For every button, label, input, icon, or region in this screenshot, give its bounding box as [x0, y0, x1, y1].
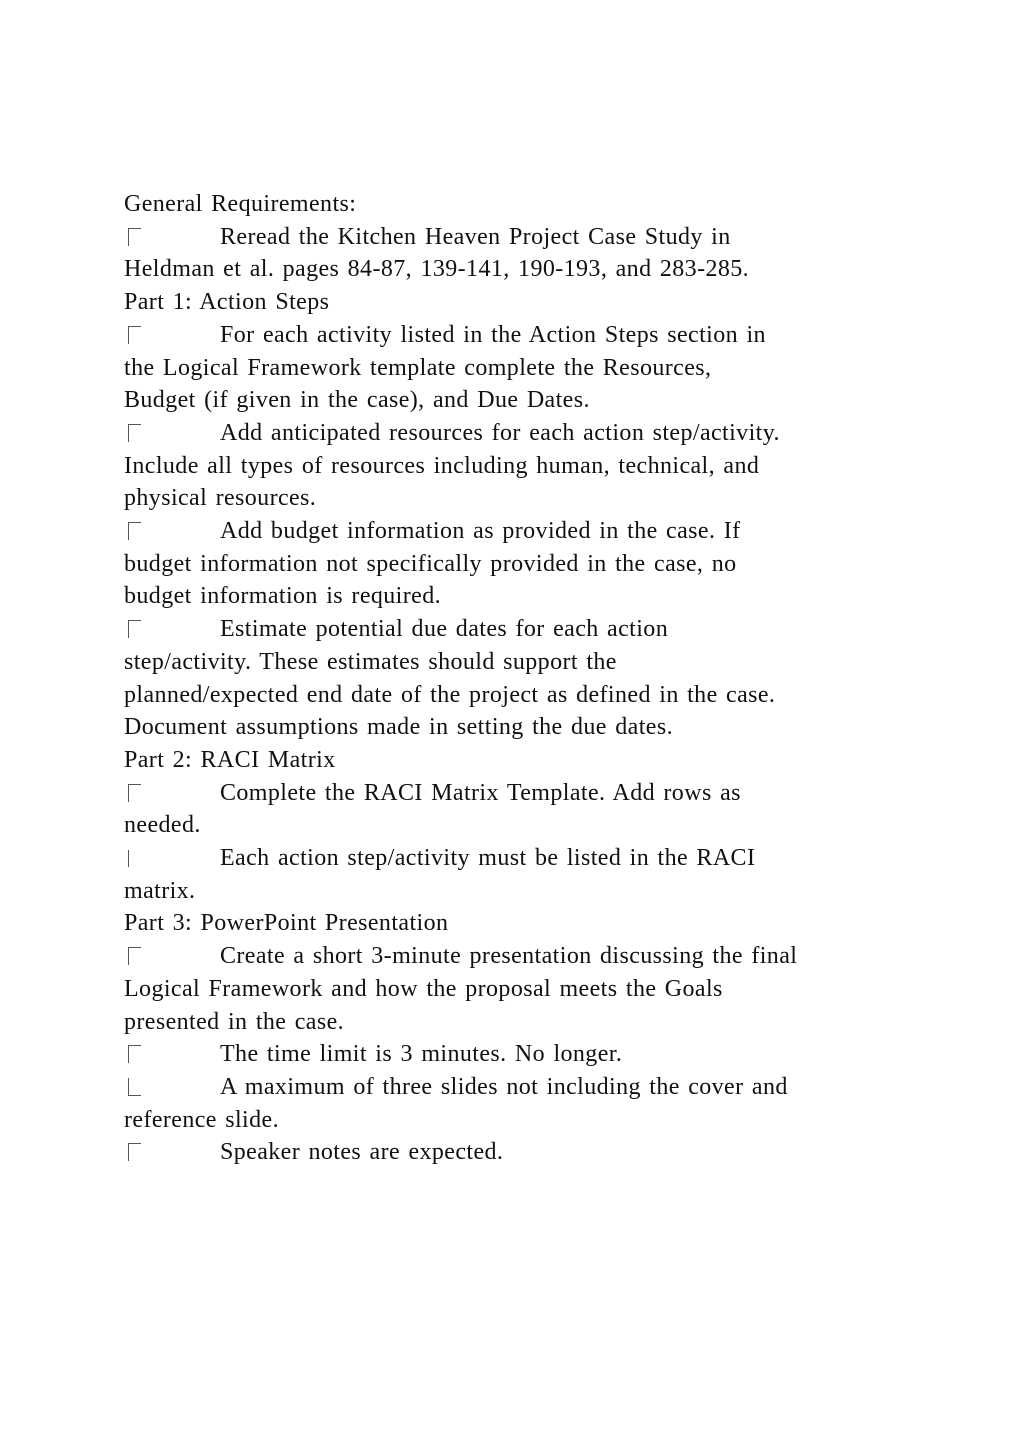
- list-item-continuation: the Logical Framework template complete the Resources,: [124, 354, 712, 381]
- checkbox-bullet-icon: [124, 1038, 220, 1071]
- checkbox-bullet-icon: [124, 221, 220, 254]
- heading-part-2: Part 2: RACI Matrix: [124, 746, 336, 773]
- list-item-continuation: matrix.: [124, 877, 196, 904]
- list-item: [124, 221, 914, 254]
- list-item-continuation: step/activity. These estimates should support the: [124, 648, 617, 675]
- heading-part-1: Part 1: Action Steps: [124, 289, 330, 316]
- list-item-text: Each action step/activity must be listed in the RACI: [220, 845, 756, 872]
- heading-general-requirements: General Requirements:: [124, 191, 357, 217]
- list-item-text: The time limit is 3 minutes. No longer.: [220, 1041, 623, 1068]
- checkbox-bullet-icon: [124, 515, 220, 548]
- list-item: [124, 1136, 914, 1169]
- list-item: [124, 515, 914, 548]
- list-item-text: A maximum of three slides not including the cover and: [220, 1073, 788, 1100]
- list-item: [124, 777, 914, 810]
- checkbox-bullet-icon: [124, 777, 220, 810]
- heading-part-3: Part 3: PowerPoint Presentation: [124, 910, 449, 937]
- checkbox-bullet-icon: [124, 1136, 220, 1169]
- list-item-text: Reread the Kitchen Heaven Project Case Study in: [220, 223, 731, 250]
- list-item-text: For each activity listed in the Action Steps section in: [220, 321, 766, 348]
- list-item-text: Speaker notes are expected.: [220, 1139, 504, 1166]
- list-item: [124, 1071, 914, 1104]
- list-item-continuation: needed.: [124, 812, 201, 839]
- list-item-continuation: Logical Framework and how the proposal meets the Goals: [124, 975, 723, 1002]
- list-item-continuation: Document assumptions made in setting the due dates.: [124, 714, 673, 741]
- list-item-text: Complete the RACI Matrix Template. Add rows as: [220, 779, 741, 806]
- list-item: [124, 940, 914, 973]
- checkbox-bullet-icon: [124, 613, 220, 646]
- list-item-text: Add budget information as provided in the case. If: [220, 518, 741, 545]
- list-item-continuation: Heldman et al. pages 84-87, 139-141, 190-193, and 283-285.: [124, 256, 750, 283]
- list-item: [124, 319, 914, 352]
- list-item-continuation: Include all types of resources including human, technical, and: [124, 452, 760, 479]
- checkbox-bullet-icon: [124, 842, 220, 875]
- list-item: [124, 842, 914, 875]
- list-item-text: Create a short 3-minute presentation discussing the final: [220, 943, 798, 970]
- document-body: [124, 188, 914, 1169]
- list-item: [124, 613, 914, 646]
- list-item-continuation: Budget (if given in the case), and Due Dates.: [124, 387, 590, 414]
- list-item-continuation: presented in the case.: [124, 1008, 345, 1035]
- list-item-continuation: reference slide.: [124, 1106, 279, 1133]
- list-item: [124, 1038, 914, 1071]
- checkbox-bullet-icon: [124, 319, 220, 352]
- list-item: [124, 417, 914, 450]
- checkbox-bullet-icon: [124, 417, 220, 450]
- list-item-text: Add anticipated resources for each action step/activity.: [220, 419, 780, 446]
- list-item-continuation: planned/expected end date of the project as defined in the case.: [124, 681, 776, 708]
- list-item-continuation: budget information not specifically provided in the case, no: [124, 550, 737, 577]
- checkbox-bullet-icon: [124, 940, 220, 973]
- checkbox-bullet-icon: [124, 1071, 220, 1104]
- list-item-text: Estimate potential due dates for each action: [220, 616, 669, 643]
- list-item-continuation: physical resources.: [124, 485, 317, 512]
- list-item-continuation: budget information is required.: [124, 583, 441, 610]
